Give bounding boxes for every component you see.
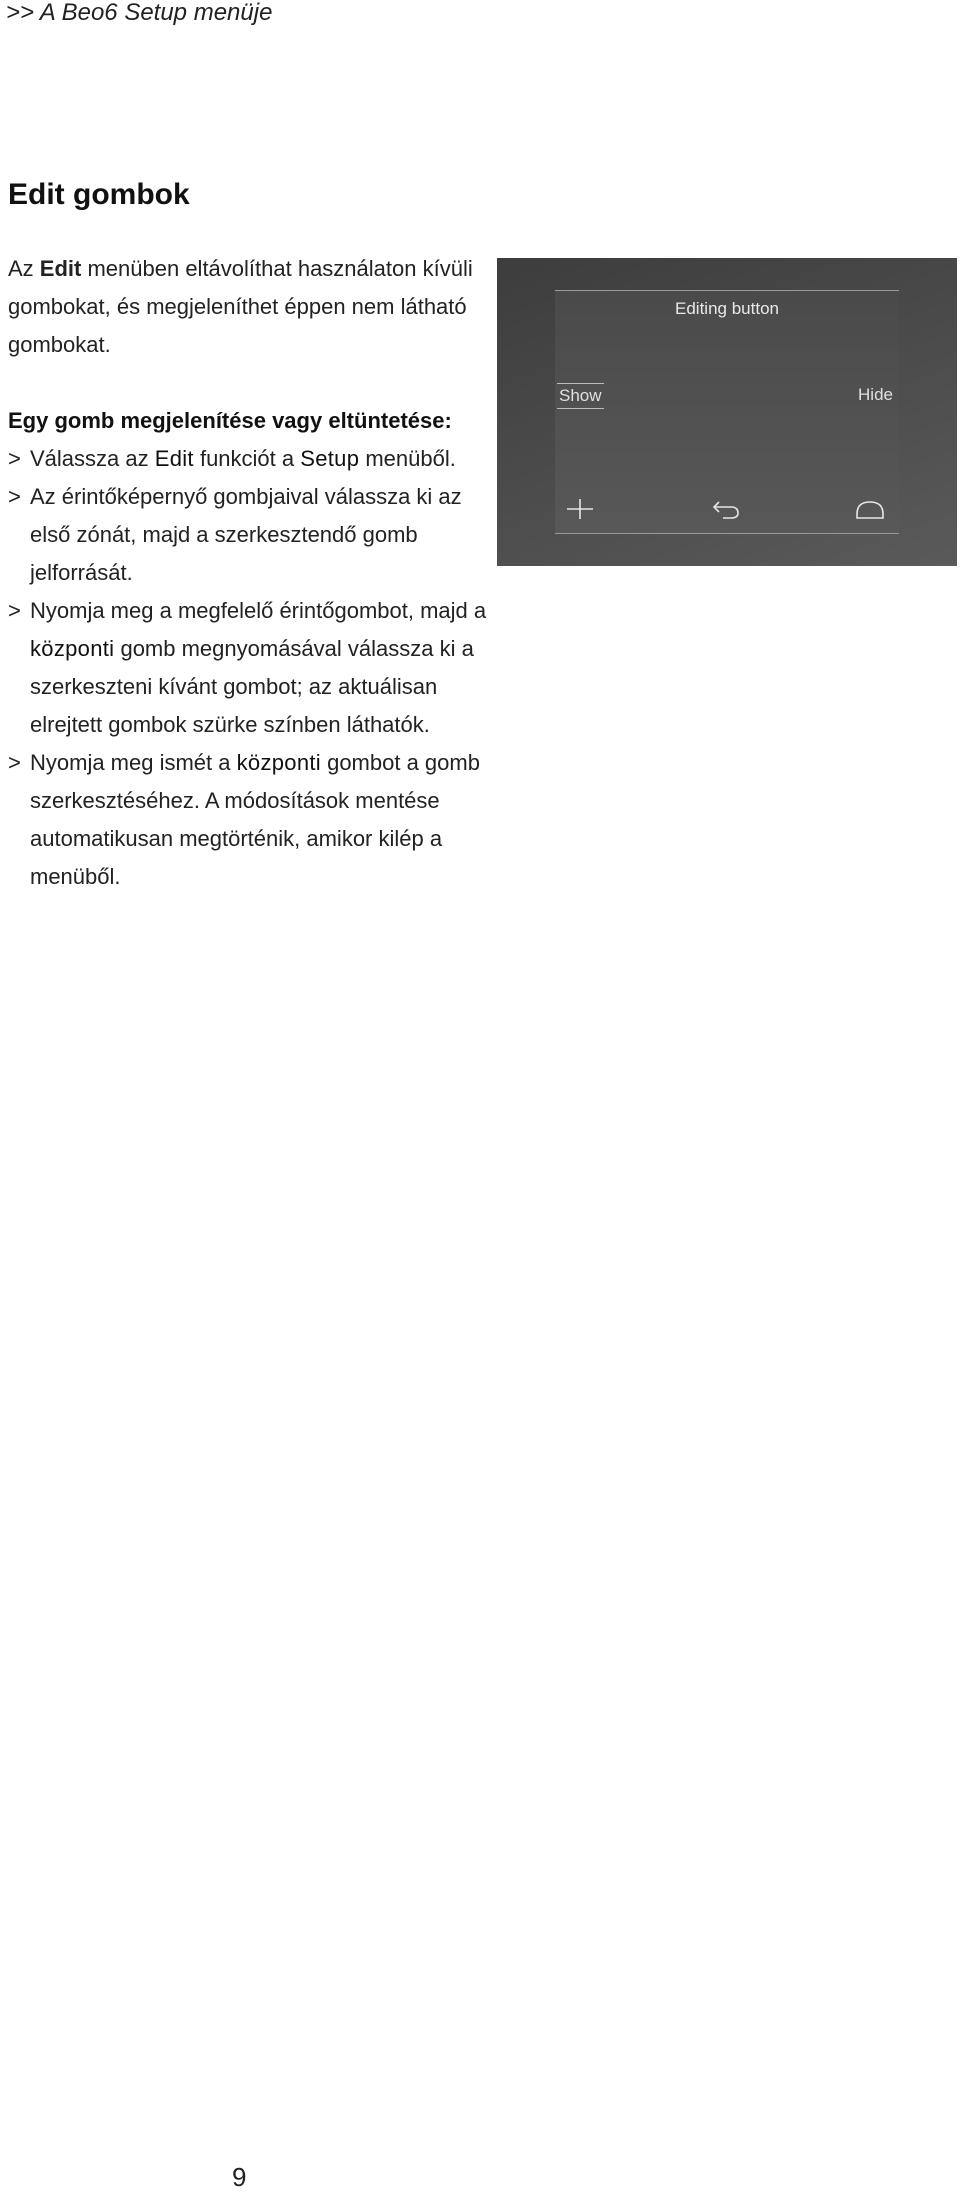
keyword-setup: Setup: [300, 446, 360, 471]
keyword-kozponti: központi: [236, 750, 321, 775]
step-marker: >: [8, 446, 21, 471]
subheading: Egy gomb megjelenítése vagy eltüntetése:: [8, 408, 452, 433]
show-option[interactable]: Show: [557, 383, 604, 409]
edit-keyword: Edit: [39, 256, 82, 281]
step-marker: >: [8, 484, 21, 509]
screen-title: Editing button: [675, 299, 779, 318]
plus-icon[interactable]: [565, 497, 595, 521]
section-title: Edit gombok: [8, 178, 190, 211]
page-number: 9: [232, 2162, 247, 2192]
steps-list: [8, 440, 488, 896]
breadcrumb: >> A Beo6 Setup menüje: [6, 0, 273, 26]
step-item: > Nyomja meg ismét a központi gombot a gomb szerkesztéséhez. A módosítások mentése automatikusan megtörténik, amikor kilép a menüből.: [8, 744, 488, 896]
keyword-edit: Edit: [154, 446, 194, 471]
step-marker: >: [8, 750, 21, 775]
keyword-kozponti: központi: [30, 636, 115, 661]
step-marker: >: [8, 598, 21, 623]
hide-option[interactable]: Hide: [858, 385, 893, 404]
home-dome-icon[interactable]: [855, 497, 885, 521]
step-item: > Válassza az Edit funkciót a Setup menüből.: [8, 440, 488, 478]
step-item: > Nyomja meg a megfelelő érintőgombot, majd a központi gomb megnyomásával válassza ki a szerkeszteni kívánt gombot; az aktuálisan elrejtett gombok szürke színben láthatók.: [8, 592, 488, 744]
screen-panel: [555, 290, 899, 534]
body-text: [8, 250, 488, 896]
back-arrow-icon[interactable]: [711, 497, 741, 521]
intro-paragraph: Az Edit menüben eltávolíthat használaton kívüli gombokat, és megjeleníthet éppen nem látható gombokat.: [8, 256, 473, 357]
step-item: > Az érintőképernyő gombjaival válassza ki az első zónát, majd a szerkesztendő gomb jelforrását.: [8, 478, 488, 592]
beo6-screen-illustration: [497, 258, 957, 566]
